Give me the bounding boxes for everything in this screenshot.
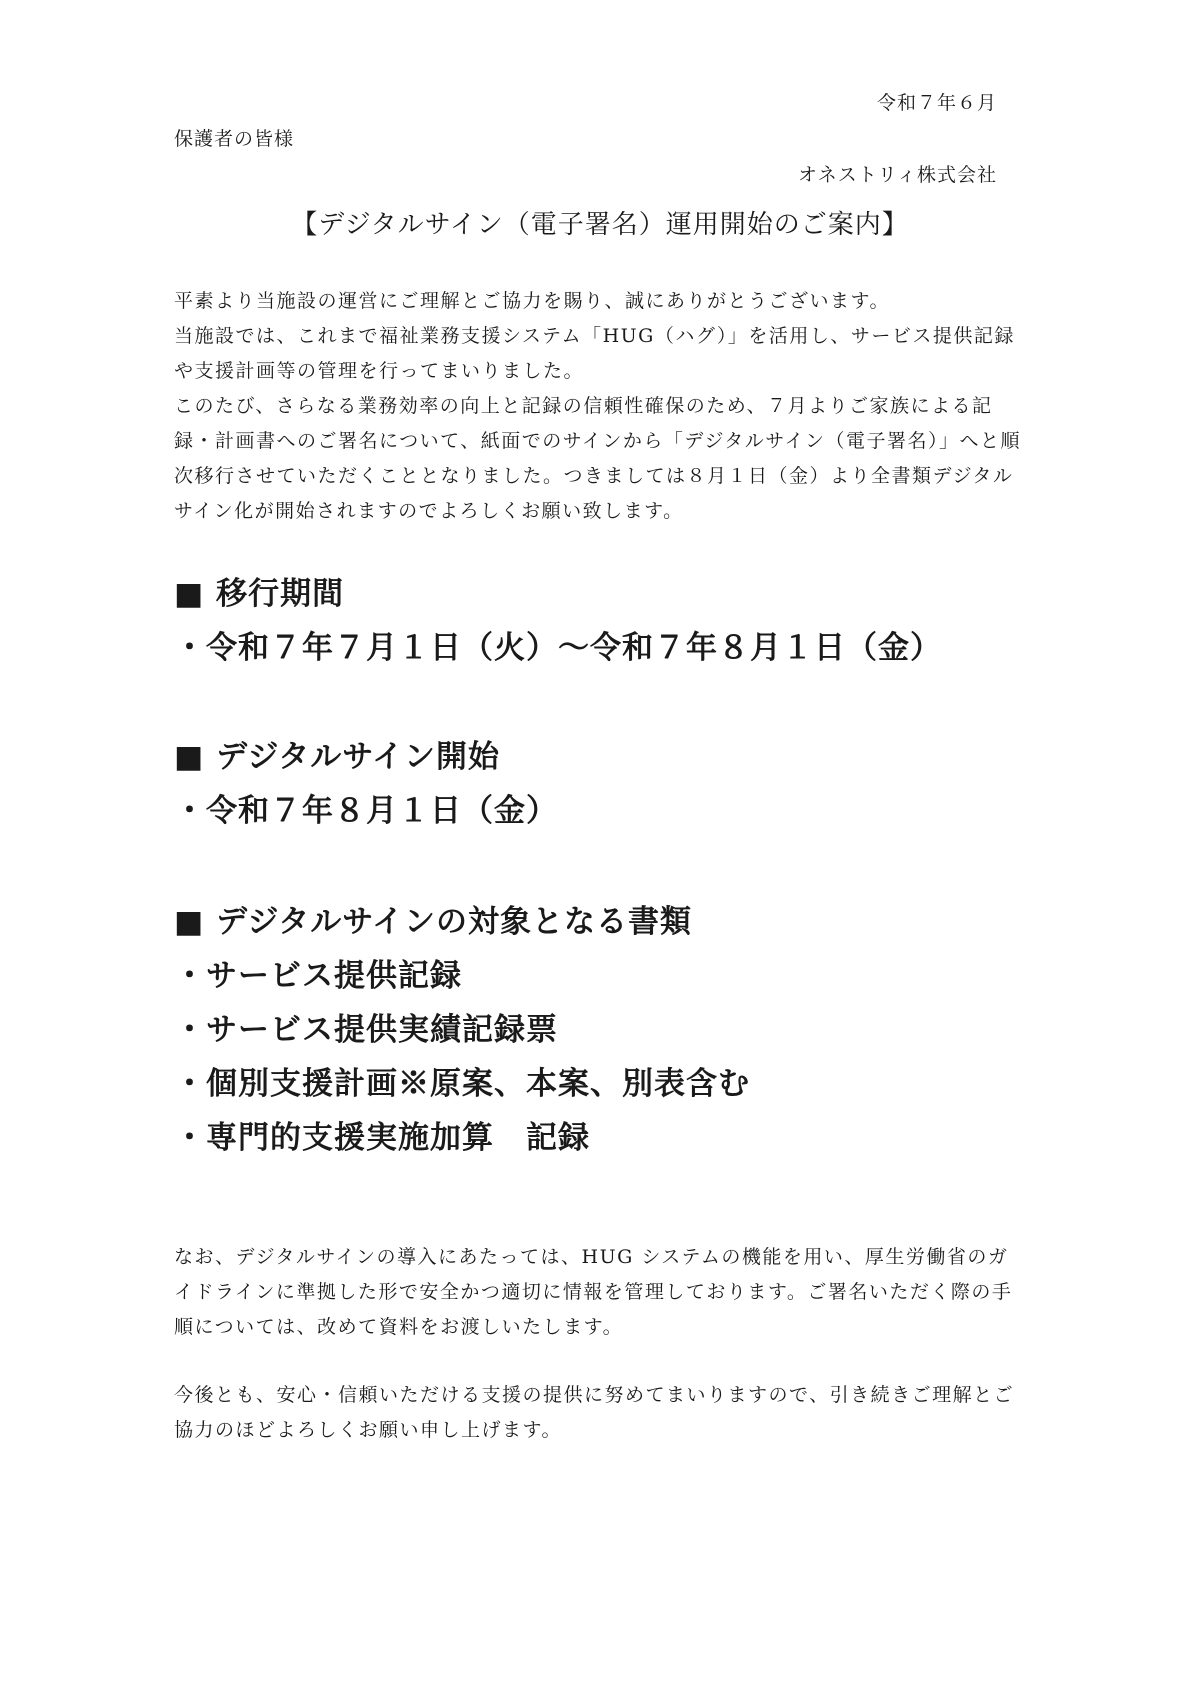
- closing-paragraph-guidelines: [174, 1240, 1026, 1345]
- intro-paragraph: このたび、さらなる業務効率の向上と記録の信頼性確保のため、７月よりご家族による記録・計画書へのご署名について、紙面でのサインから「デジタルサイン（電子署名）」へと順次移行させていただくこととなりました。つきましては８月１日（金）より全書類デジタルサイン化が開始されますのでよろしくお願い致します。: [174, 395, 1021, 522]
- sender-line: オネストリィ株式会社: [797, 164, 997, 186]
- list-item: ・令和７年８月１日（金）: [174, 793, 558, 829]
- list-item: ・個別支援計画※原案、本案、別表含む: [174, 1066, 750, 1102]
- intro-body: [174, 284, 1026, 529]
- section-heading: ■ デジタルサインの対象となる書類: [174, 904, 693, 940]
- list-item: ・サービス提供記録: [174, 958, 462, 994]
- closing-paragraph: なお、デジタルサインの導入にあたっては、HUG システムの機能を用い、厚生労働省のガイドラインに準拠した形で安全かつ適切に情報を管理しております。ご署名いただく際の手順については、改めて資料をお渡しいたします。: [174, 1246, 1013, 1338]
- recipient-line: 保護者の皆様: [174, 128, 295, 150]
- list-item: ・サービス提供実績記録票: [174, 1012, 558, 1048]
- document-date: 令和７年６月: [876, 92, 997, 114]
- section-heading: ■ デジタルサイン開始: [174, 739, 501, 775]
- section-digital-sign-start: [174, 730, 1026, 838]
- list-item: ・令和７年７月１日（火）～令和７年８月１日（金）: [174, 630, 942, 666]
- section-heading: ■ 移行期間: [174, 576, 345, 612]
- section-target-documents: [174, 895, 1026, 1165]
- closing-paragraph: 今後とも、安心・信頼いただける支援の提供に努めてまいりますので、引き続きご理解とご協力のほどよろしくお願い申し上げます。: [174, 1384, 1015, 1441]
- section-transition-period: [174, 567, 1026, 675]
- list-item: ・専門的支援実施加算 記録: [174, 1120, 590, 1156]
- document-title: 【デジタルサイン（電子署名）運用開始のご案内】: [291, 210, 909, 240]
- closing-paragraph-thanks: [174, 1378, 1026, 1448]
- intro-paragraph: 平素より当施設の運営にご理解とご協力を賜り、誠にありがとうございます。: [174, 290, 890, 312]
- intro-paragraph: 当施設では、これまで福祉業務支援システム「HUG（ハグ）」を活用し、サービス提供記録や支援計画等の管理を行ってまいりました。: [174, 325, 1015, 382]
